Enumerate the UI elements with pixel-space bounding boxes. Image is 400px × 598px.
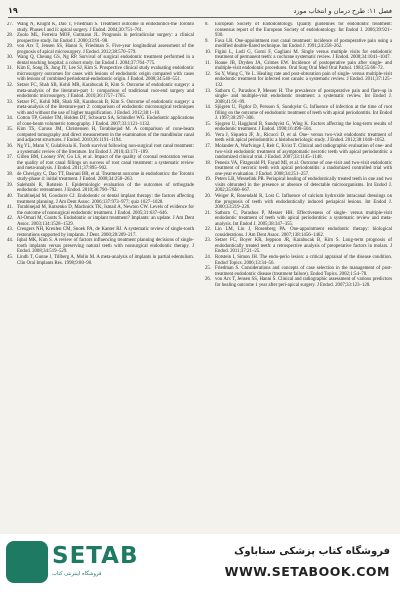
reference-item — [7, 127, 194, 144]
reference-text: Salehrabi R, Rotstein I. Epidemiologic evaluation of the outcomes of orthograde endodontic retreatment. J Endod. 2010;36:790–792. — [17, 182, 194, 194]
reference-number: 43. — [7, 227, 14, 233]
reference-number: 32. — [7, 83, 14, 89]
reference-text: Setzer FC, Shah SB, Kohli MR, Karabucak B, Kim S. Outcome of endodontic surgery: a meta-analysis of the literature-part 1: comparison of traditional root-end surgery and endodontic microsurgery. J Endod. 2010;36:1757–1765. — [17, 83, 194, 100]
page-number: ۱۹ — [8, 6, 18, 15]
reference-text: Rotstein I, Simon JH. The endo-perio lesion: a critical appraisal of the disease condition. Endod Topics. 2006;13:34–56. — [215, 254, 392, 266]
reference-text: Gillen BM, Looney SW, Gu LS, et al. Impact of the quality of coronal restoration versus the quality of root canal fillings on success of root canal treatment: a systematic review and meta-analysis. J Endod. 2011;37:895–902. — [17, 155, 194, 172]
reference-item — [205, 161, 392, 178]
reference-item — [205, 277, 392, 288]
reference-number: 16. — [205, 132, 212, 138]
reference-text: Friedman S. Considerations and concepts of case selection in the management of post-treatment endodontic disease (treatment failure). Endod Topics. 2002;1:54–78. — [215, 266, 392, 277]
reference-number: 40. — [7, 193, 14, 199]
reference-number: 35. — [7, 127, 14, 133]
reference-item — [7, 255, 194, 266]
reference-text: Sathorn C, Parashos P, Messer HH. Effectiveness of single- versus multiple-visit endodontic treatment of teeth with apical periodontitis: a systematic review and meta-analysis. Int Endod J. 2005;38:347–355. — [215, 210, 392, 227]
reference-item — [205, 89, 392, 106]
reference-item — [205, 61, 392, 72]
reference-text: Creugers NH, Kreulen CM, Snoek PA, de Kanter RJ. A systematic review of single-tooth restorations supported by implants. J Dent. 2000;28:209–217. — [17, 227, 194, 238]
reference-number: 14. — [205, 105, 212, 111]
reference-text: Penesis VA, Fitzgerald PI, Fayad MI, et al. Outcome of one-visit and two-visit endodontic treatment of necrotic teeth with apical periodontitis: a randomized controlled trial with one-year evaluation. J Endod. 2008;34:251–257. — [215, 160, 392, 177]
reference-item — [7, 100, 194, 117]
reference-item — [7, 33, 194, 44]
reference-text: Sjogren U, Hagglund B, Sundqvist G, Wing K. Factors affecting the long-term results of endodontic treatment. J Endod. 1990;16:498–504. — [215, 121, 392, 133]
reference-text: Setzer FC, Boyer KR, Jeppson JR, Karabucak B, Kim S. Long-term prognosis of endodontically treated teeth: a retrospective analysis of preoperative factors in molars. J Endod. 2011;37:21–25. — [215, 238, 392, 255]
reference-item — [7, 116, 194, 127]
reference-item — [7, 22, 194, 33]
reference-number: 30. — [7, 55, 14, 61]
reference-text: Zuolo ML, Ferreira MOF, Gutmann JL. Prognosis in periradicular surgery: a clinical prospective study. Int Endod J. 2000;33:91–98. — [17, 33, 194, 44]
reference-text: Wang N, Knight K, Dao T, Friedman S. Treatment outcome in endodontics-the Toronto study. Phases I and ii: apical surgery. J Endod. 2004;30:751–761. — [17, 22, 194, 33]
reference-item — [205, 22, 392, 39]
reference-number: 17. — [205, 144, 212, 150]
reference-item — [7, 44, 194, 55]
reference-item — [205, 105, 392, 122]
reference-number: 15. — [205, 121, 212, 127]
reference-item — [7, 144, 194, 155]
reference-text: Lindh T, Gunne J, Tillberg A, Molin M. A meta-analysis of implants in partial edentulism. Clin Oral Implants Res. 1998;9:80–90. — [17, 254, 194, 266]
reference-item — [7, 216, 194, 227]
reference-number: 25. — [205, 266, 212, 272]
reference-text: Roane JB, Dryden JA, Grimes EW. Incidence of postoperative pain after single- and multiple-visit endodontic procedures. Oral Surg Oral Med Oral Pathol. 1983;55:68–72. — [215, 60, 392, 72]
reference-item — [7, 227, 194, 238]
publisher-footer — [0, 534, 400, 598]
reference-number: 10. — [205, 49, 212, 55]
reference-item — [205, 39, 392, 50]
reference-item — [7, 183, 194, 194]
setabook-logo — [6, 541, 139, 583]
reference-text: Sathorn C, Parashos P, Messer H. The prevalence of postoperative pain and flare-up in single- and multiple-visit endodontic treatment: a systematic review. Int Endod J. 2008;41:91–99. — [215, 88, 392, 105]
reference-number: 18. — [205, 160, 212, 166]
reference-text: Cotton TP, Geisler TM, Holden DT, Schwartz SA, Schindler WG. Endodontic applications of cone-beam volumetric tomography. J Endod. 2007;33:1121–1132. — [17, 116, 194, 127]
reference-text: Sjögren U, Figdor D, Persson S, Sundqvist G. Influence of infection at the time of root filling on the outcome of endodontic treatment of teeth with apical periodontitis. Int Endod J. 1997;30:297–306. — [215, 105, 392, 122]
reference-text: Lin LM, Lin J, Rosenberg PA. One-appointment endodontic therapy: biological considerations. J Am Dent Assoc. 2007;138:1456–1462. — [215, 227, 392, 238]
reference-number: 39. — [7, 182, 14, 188]
logo-subtitle: فروشگاه اینترنتی کتاب — [52, 571, 102, 577]
reference-number: 19. — [205, 177, 212, 183]
reference-item — [7, 238, 194, 255]
reference-number: 22. — [205, 227, 212, 233]
reference-number: 27. — [7, 22, 14, 27]
reference-text: Fava LR. One-appointment root canal treatment: incidence of postoperative pain using a modified double-flared technique. Int Endod J. 1991;24:258–262. — [215, 38, 392, 50]
reference-number: 38. — [7, 171, 14, 177]
reference-number: 33. — [7, 99, 14, 105]
reference-number: 42. — [7, 216, 14, 222]
reference-item — [7, 155, 194, 172]
store-url[interactable]: WWW.SETABOOK.COM — [224, 564, 390, 579]
reference-item — [205, 133, 392, 144]
reference-number: 45. — [7, 254, 14, 260]
reference-item — [205, 50, 392, 61]
store-name: فروشگاه کتاب پزشکی ستاباوک — [234, 546, 390, 557]
reference-text: Su Y, Wang C, Ye L. Healing rate and post-obturation pain of single- versus multiple-visit endodontic treatment for infected root canals: a systematic review. J Endod. 2011;37:125–132. — [215, 71, 392, 89]
reference-number: 31. — [7, 66, 14, 72]
reference-item — [7, 172, 194, 183]
reference-text: de Chevigny C, Dao TT, Basrani BR, et al. Treatment outcome in endodontics: the Toronto study-phase 4: initial treatment. J Endod. 2008;34:258–263. — [17, 171, 194, 183]
reference-text: Peters LB, Wesselink PR. Periapical healing of endodontically treated teeth in one and two visits obturated in the presence or absence of detectable microorganisms. Int Endod J. 2002;35:660–667. — [215, 177, 392, 194]
reference-item — [205, 211, 392, 228]
reference-text: von Arx T, Jensen SS, Hanni S. Clinical and radiographic assessment of various predictors for healing outcome 1 year after peri-apical surgery. J Endod. 2007;33:123–128. — [215, 277, 392, 288]
reference-number: 12. — [205, 71, 212, 77]
reference-item — [205, 177, 392, 194]
reference-text: Weiger R, Rosendahl R, Lost C. Influence of calcium hydroxide intracanal dressings on the prognosis of teeth with endodontically induced periapical lesions. Int Endod J. 2000;33:219–226. — [215, 193, 392, 211]
reference-number: 26. — [205, 277, 212, 283]
reference-item — [7, 66, 194, 83]
reference-item — [7, 194, 194, 205]
reference-item — [7, 205, 194, 216]
reference-item — [205, 255, 392, 266]
reference-number: 9. — [205, 38, 209, 44]
logo-word: SETAB — [52, 543, 139, 569]
reference-text: Kim E, Song JS, Jung IY, Lee SJ, Kim S. Prospective clinical study evaluating endodontic microsurgery outcomes for cases with lesions of endodontic origin compared with cases with lesions of combined periodontal-endodontic origin. J Endod. 2008;34:546–551. — [17, 66, 194, 83]
reference-item — [205, 238, 392, 255]
reference-item — [205, 194, 392, 211]
reference-number: 11. — [205, 60, 211, 66]
reference-number: 23. — [205, 238, 212, 244]
reference-number: 41. — [7, 205, 14, 211]
reference-number: 44. — [7, 238, 14, 244]
reference-number: 8. — [205, 22, 209, 27]
reference-text: Molander A, Warfvinge J, Reit C, Kvist T. Clinical and radiographic evaluation of one- and two-visit endodontic treatment of asymptomatic necrotic teeth with apical periodontitis: a randomized clinical trial. J Endod. 2007;33:1145–1148. — [215, 144, 392, 161]
reference-item — [7, 55, 194, 66]
reference-item — [205, 122, 392, 133]
reference-text: von Arx T, Jensen SS, Hanni S, Friedman S. Five-year longitudinal assessment of the prognosis of apical microsurgery. J Endod. 2012;38:570–579. — [17, 44, 194, 55]
reference-text: Ng YL, Mann V, Gulabivala K. Tooth survival following non-surgical root canal treatment: a systematic review of the literature. Int Endod J. 2010;43:171–189. — [17, 144, 194, 155]
reference-text: European Society of Endodontology. Quality guidelines for endodontic treatment: consensus report of the European Society of endodontology. Int Endod J. 2006;39:921–930. — [215, 22, 392, 39]
reference-text: Vera J, Siqueira JF, Jr., Ricucci D, et al. One- versus two-visit endodontic treatment of teeth with apical periodontitis: a histobacteriologic study. J Endod. 2012;38:1040–1052. — [215, 132, 392, 144]
reference-number: 28. — [7, 33, 14, 39]
reference-column-left — [7, 22, 194, 530]
reference-number: 37. — [7, 155, 14, 161]
reference-text: Torabinejad M, Goodacre CJ. Endodontic or dental implant therapy: the factors affecting treatment planning. J Am Dent Assoc. 2006;137:973–977; quiz 1027–1028. — [17, 193, 194, 205]
reference-number: 21. — [205, 210, 212, 216]
reference-column-right — [205, 22, 392, 530]
reference-item — [205, 227, 392, 238]
reference-text: Iqbal MK, Kim S. A review of factors influencing treatment planning decisions of single-tooth implants versus preserving natural teeth with nonsurgical endodontic therapy. J Endod. 2008;34:519–529. — [17, 238, 194, 255]
reference-number: 24. — [205, 254, 212, 260]
reference-number: 13. — [205, 88, 212, 94]
reference-text: Al-Omari M, Coutts S. Endodontic or implant treatment? Implants: an update. J Am Dent Assoc. 2003;134:1528–1529. — [17, 216, 194, 227]
reference-number: 20. — [205, 193, 212, 199]
reference-text: Setzer FC, Kohli MR, Shah SB, Karabucak B, Kim S. Outcome of endodontic surgery: a meta-analysis of the literature-part 2: comparison of endodontic microsurgical techniques with and without the use of higher magnification. J Endod. 2012;38:1–10. — [17, 99, 194, 116]
reference-text: Kim TS, Caruso JM, Christensen H, Torabinejad M. A comparison of cone-beam computed tomography and direct measurement in the examination of the mandibular canal and adjacent structures. J Endod. 2010;36:1191–1194. — [17, 127, 194, 144]
reference-item — [205, 72, 392, 89]
reference-text: Torabinejad M, Kutsenko D, Machnick TK, Ismail A, Newton CW. Levels of evidence for the outcome of nonsurgical endodontic treatment. J Endod. 2005;31:637–646. — [17, 205, 194, 216]
reference-number: 34. — [7, 116, 14, 122]
chapter-title: فصل ۱۱: طرح درمان و انتخاب مورد — [293, 6, 392, 15]
reference-item — [7, 83, 194, 100]
reference-item — [205, 144, 392, 161]
reference-text: Wang Q, Cheung GS, Ng RP. Survival of surgical endodontic treatment performed in a dental teaching hospital: a cohort study. Int Endod J. 2004;37:764–775. — [17, 55, 194, 66]
logo-mark — [6, 541, 48, 583]
reference-item — [205, 266, 392, 277]
reference-number: 36. — [7, 144, 14, 150]
page-header — [8, 4, 392, 18]
reference-text: Figini L, Lodi G, Gorni F, Gagliani M. Single versus multiple visits for endodontic treatment of permanent teeth: a cochrane systematic review. J Endod. 2008;34:1041–1047. — [215, 49, 392, 61]
reference-number: 29. — [7, 44, 14, 50]
